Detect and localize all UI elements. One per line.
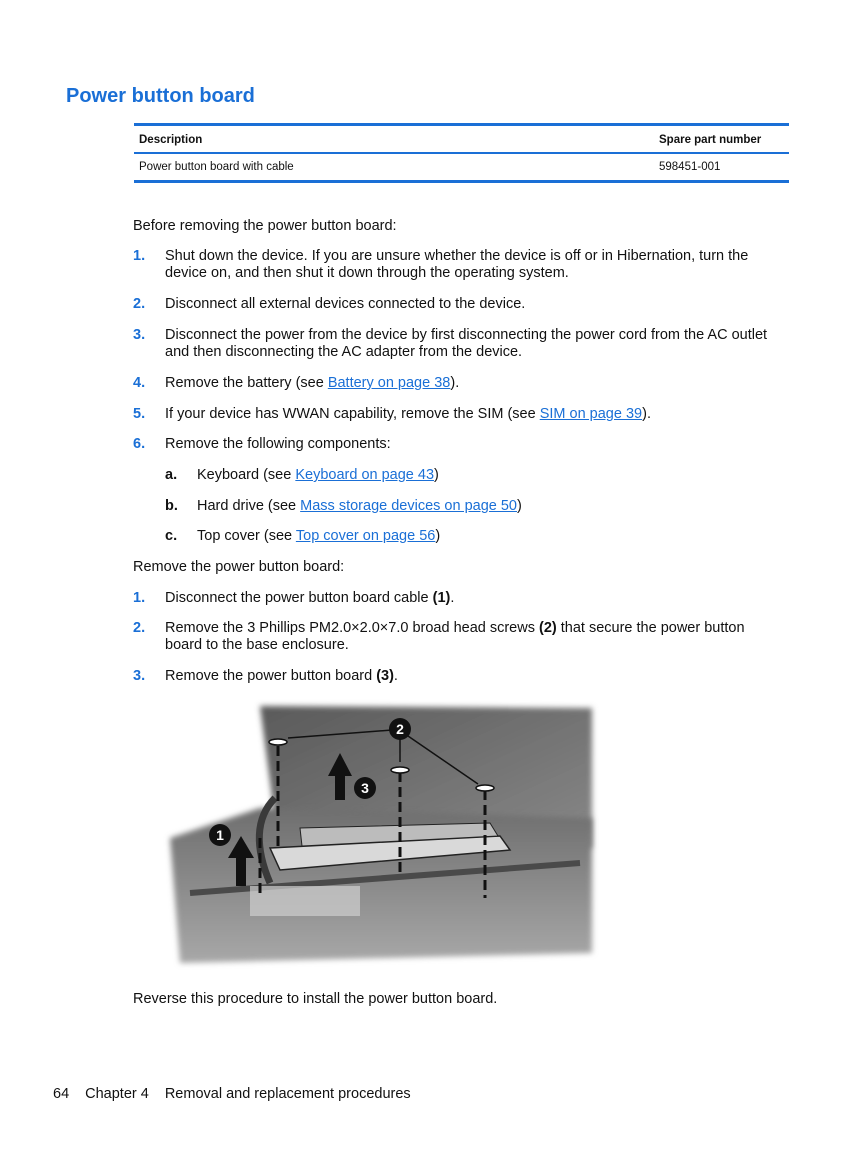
mass-storage-link[interactable]: Mass storage devices on page 50 xyxy=(300,498,517,514)
step-number: 3. xyxy=(133,327,146,343)
step-text-pre: If your device has WWAN capability, remove the SIM (see xyxy=(165,406,540,422)
step-text xyxy=(165,375,785,392)
chapter-label: Chapter 4 xyxy=(85,1086,149,1102)
step-text-post: that secure the power button board to the base enclosure. xyxy=(165,620,745,653)
step-text-pre: Remove the battery (see xyxy=(165,375,328,391)
step-number: 1. xyxy=(133,590,146,606)
step-text-post: ). xyxy=(642,406,651,422)
substep-letter: a. xyxy=(165,467,178,483)
step-number: 1. xyxy=(133,248,146,264)
column-header-spare-part-number: Spare part number xyxy=(659,134,762,146)
substep-letter: c. xyxy=(165,528,178,544)
table-row xyxy=(134,153,789,182)
step-text: Remove the following components: xyxy=(165,436,391,452)
step-text xyxy=(165,406,785,423)
sim-link[interactable]: SIM on page 39 xyxy=(539,406,643,422)
step-text-pre: Remove the 3 Phillips PM2.0×2.0×7.0 broad head screws xyxy=(165,620,539,636)
removal-illustration xyxy=(160,698,600,970)
substep-letter: b. xyxy=(165,498,178,514)
keyboard-link[interactable]: Keyboard on page 43 xyxy=(295,467,435,483)
callout-3-label: 3 xyxy=(361,780,369,796)
substep-text-pre: Keyboard (see xyxy=(197,467,296,483)
callout-1-label: 1 xyxy=(216,827,224,843)
page-footer xyxy=(53,1086,427,1102)
page-title: Power button board xyxy=(66,85,255,107)
step-number: 4. xyxy=(133,375,146,391)
step-number: 5. xyxy=(133,406,146,422)
callout-ref: (3) xyxy=(376,668,394,684)
substep-text-post: ) xyxy=(434,467,439,483)
table-header-row xyxy=(134,125,789,154)
step-text xyxy=(165,668,785,685)
cell-spare-part-number: 598451-001 xyxy=(659,161,721,173)
removal-illustration-svg xyxy=(160,698,600,970)
substep-text-post: ) xyxy=(435,528,441,544)
step-text: Shut down the device. If you are unsure whether the device is off or in Hibernation, turn the device on, and then shut it down through the operating system. xyxy=(165,248,749,281)
substep-text xyxy=(197,498,757,515)
step-text xyxy=(165,620,785,654)
substep-text-post: ) xyxy=(516,498,522,514)
step-number: 2. xyxy=(133,620,146,636)
substep-text xyxy=(197,467,757,484)
intro-text: Before removing the power button board: xyxy=(133,218,397,234)
substep-text-pre: Top cover (see xyxy=(197,528,296,544)
closing-text: Reverse this procedure to install the power button board. xyxy=(133,991,498,1007)
step-text-post: . xyxy=(393,668,398,684)
substep-text-pre: Hard drive (see xyxy=(197,498,301,514)
chapter-title: Removal and replacement procedures xyxy=(164,1086,411,1102)
page-number: 64 xyxy=(53,1086,70,1102)
top-cover-link[interactable]: Top cover on page 56 xyxy=(295,528,436,544)
callout-2 xyxy=(389,718,411,740)
step-number: 6. xyxy=(133,436,146,452)
callout-2-label: 2 xyxy=(396,721,404,737)
step-number: 2. xyxy=(133,296,146,312)
cell-description: Power button board with cable xyxy=(139,161,294,173)
callout-ref: (2) xyxy=(539,620,557,636)
step-text: Disconnect the power from the device by first disconnecting the power cord from the AC outlet and then disconnecting the AC adapter from the device. xyxy=(165,327,768,360)
substep-text xyxy=(197,528,757,545)
callout-1 xyxy=(209,824,231,846)
callout-3 xyxy=(354,777,376,799)
column-header-description: Description xyxy=(139,134,203,146)
battery-link[interactable]: Battery on page 38 xyxy=(327,375,451,391)
step-text xyxy=(165,590,785,607)
step-text: Disconnect all external devices connected to the device. xyxy=(165,296,526,312)
base-slot xyxy=(250,886,360,916)
step-text-post: . xyxy=(450,590,455,606)
callout-ref: (1) xyxy=(432,590,451,606)
remove-heading: Remove the power button board: xyxy=(133,559,345,575)
step-number: 3. xyxy=(133,668,146,684)
spare-parts-table xyxy=(134,123,789,183)
step-text-pre: Remove the power button board xyxy=(165,668,377,684)
step-text-post: ). xyxy=(450,375,460,391)
step-text-pre: Disconnect the power button board cable xyxy=(165,590,433,606)
